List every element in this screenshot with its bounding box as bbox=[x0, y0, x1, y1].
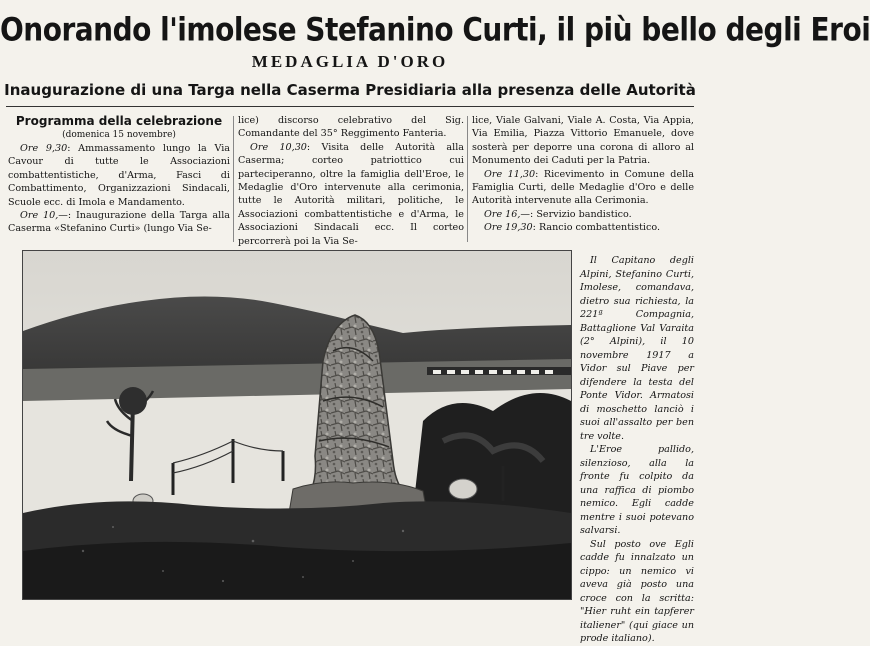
programme-item bbox=[238, 141, 464, 248]
programme-time: Ore 16,— bbox=[484, 208, 531, 220]
programme-time: Ore 10,30 bbox=[250, 141, 307, 153]
column-rule bbox=[467, 116, 468, 242]
programme-text: : Visita delle Autorità alla Caserma; corteo patriottico cui parteciperanno, oltre la famiglia dell'Eroe, le Medaglie d'Oro intervenute alla cerimonia, tutte le Autorità militari, politiche, le Associazioni combattentistiche e d'Arma, le Associazioni Sindacali ecc. Il corteo percorrerà poi la Via Se- bbox=[238, 141, 464, 247]
programme-text: : Ricevimento in Comune della Famiglia Curti, delle Medaglie d'Oro e delle Autorità intervenute alla Cerimonia. bbox=[472, 168, 694, 207]
programme-column-2 bbox=[238, 114, 464, 248]
caption-paragraph: L'Eroe pallido, silenzioso, alla la fronte fu colpito da una raffica di piombo nemico. Egli cadde mentre i suoi potevano salvarsi. bbox=[580, 444, 694, 536]
programme-item bbox=[472, 168, 694, 208]
programme-time: Ore 9,30 bbox=[20, 143, 68, 154]
programme-item bbox=[8, 142, 230, 209]
programme-time: Ore 10,— bbox=[20, 210, 68, 222]
programme-date: (domenica 15 novembre) bbox=[62, 130, 176, 140]
programme-item bbox=[472, 208, 694, 221]
programme-text: lice, Viale Galvani, Viale A. Costa, Via Appia, Via Emilia, Piazza Vittorio Emanuele, dove sosterà per deporre una corona di alloro al Monumento dei Caduti per la Patria. bbox=[472, 115, 694, 167]
programme-text: : Servizio bandistico. bbox=[530, 208, 632, 220]
programme-column-1 bbox=[8, 114, 230, 236]
memorial-photo-illustration bbox=[23, 251, 571, 599]
photo-caption bbox=[580, 254, 694, 646]
programme-text: : Inaugurazione della Targa alla Caserma «Stefanino Curti» (lungo Via Se- bbox=[8, 210, 230, 235]
memorial-photo bbox=[22, 250, 572, 600]
programme-text: : Rancio combattentistico. bbox=[532, 222, 661, 234]
column-rule bbox=[233, 116, 234, 242]
programme-title: Programma della celebrazione bbox=[15, 114, 223, 128]
caption-paragraph: Sul posto ove Egli cadde fu innalzato un cippo: un nemico vi aveva già posto una croce con la scritta: "Hier ruht ein tapferer italiener" (qui giace un prode italiano). bbox=[580, 538, 694, 644]
programme-column-3 bbox=[472, 114, 694, 235]
subheadline-medaglia: MEDAGLIA D'ORO bbox=[251, 52, 449, 71]
caption-paragraph: Il Capitano degli Alpini, Stefanino Curti, Imolese, comandava, dietro sua richiesta, la 221ª Compagnia, Battaglione Val Varaita (2° Alpini), il 10 novembre 1917 a Vidor sul Piave per difendere la testa del Ponte Vidor. Armatosi di moschetto lanciò i suoi all'assalto per ben tre volte. bbox=[580, 255, 694, 442]
divider-rule bbox=[6, 106, 694, 107]
programme-time: Ore 11,30 bbox=[484, 168, 536, 180]
deck-subtitle: Inaugurazione di una Targa nella Caserma Presidiaria alla presenza delle Autorità bbox=[4, 81, 696, 99]
programme-text: lice) discorso celebrativo del Sig. Comandante del 35° Reggimento Fanteria. bbox=[238, 115, 464, 140]
programme-item bbox=[472, 221, 694, 234]
headline: Onorando l'imolese Stefanino Curti, il più bello degli Eroi bbox=[0, 10, 870, 49]
programme-item bbox=[8, 209, 230, 236]
programme-time: Ore 19,30 bbox=[484, 222, 533, 234]
programme-text: : Ammassamento lungo la Via Cavour di tutte le Associazioni combattentistiche, d'Arma, Fasci di Combattimento, Organizzazioni Sindacali, Scuole ecc. di Imola e Mandamento. bbox=[8, 143, 230, 208]
